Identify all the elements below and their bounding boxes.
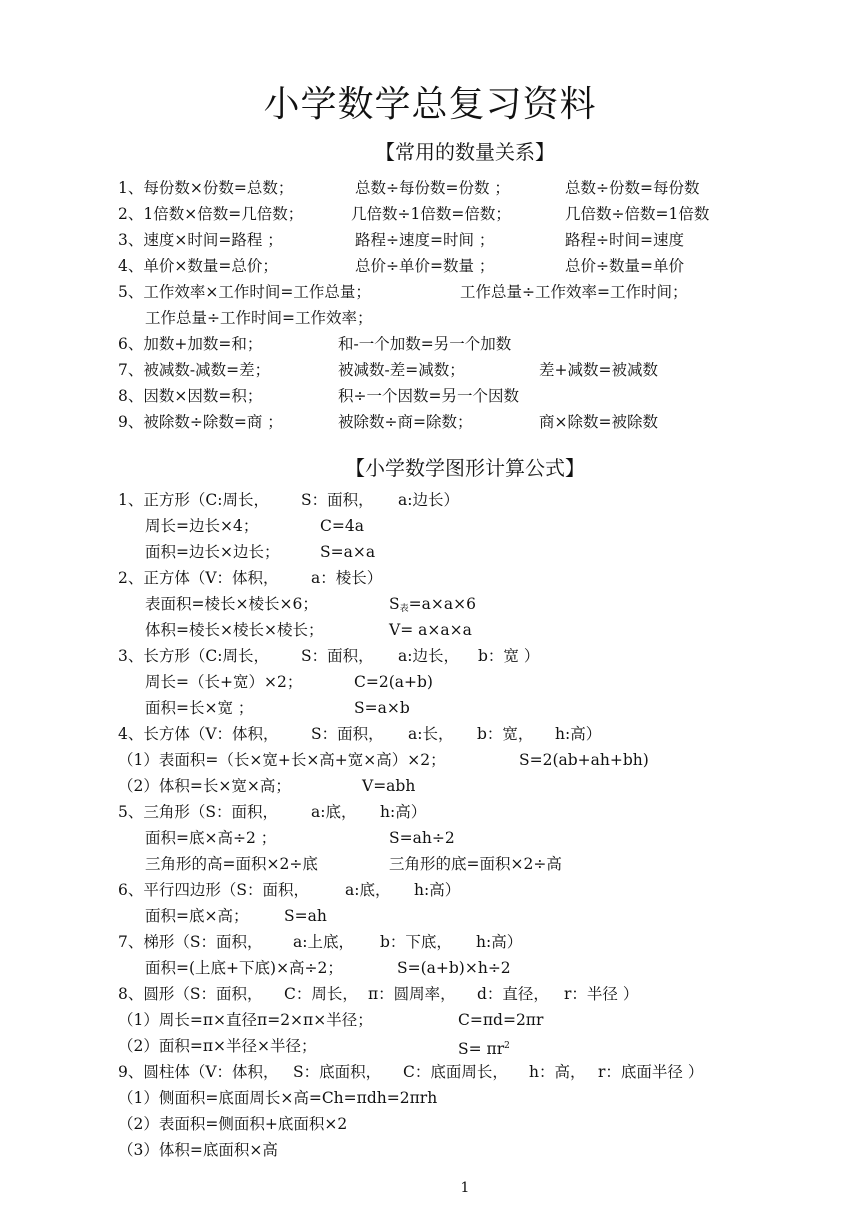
formula-text: π：圆周率， xyxy=(368,985,456,1003)
formula-text: S：面积， xyxy=(301,647,374,665)
formula-text: C=4a xyxy=(320,517,364,535)
relation-text: 6、加数+加数=和； xyxy=(118,335,263,353)
formula-text: 2、正方体（V：体积， xyxy=(118,569,279,587)
relation-text: 9、被除数÷除数=商 ； xyxy=(118,413,283,431)
formula-text: 三角形的底=面积×2÷高 xyxy=(389,855,562,873)
formula-text: S：面积， xyxy=(301,491,374,509)
formula-text: 面积=底×高÷2 ； xyxy=(145,829,277,847)
formula-text: 1、正方形（C:周长， xyxy=(118,491,269,509)
formula-text: a:长， xyxy=(408,725,454,743)
formula-text: （2）体积=长×宽×高； xyxy=(118,777,291,795)
formula-text: 面积=边长×边长； xyxy=(145,543,280,561)
formula-text: a：棱长） xyxy=(311,569,383,587)
formula-text: r：底面半径 ） xyxy=(598,1063,704,1081)
superscript-text: 2 xyxy=(504,1041,510,1051)
formula-text: 周长=（长+宽）×2； xyxy=(145,673,303,691)
formula-text: h:高） xyxy=(555,725,602,743)
formula-text: S：面积， xyxy=(311,725,384,743)
formula-text: 5、三角形（S：面积， xyxy=(118,803,278,821)
subscript-text: 表 xyxy=(399,604,409,614)
formula-text: 4、长方体（V：体积， xyxy=(118,725,279,743)
formula-text: a:上底， xyxy=(293,933,354,951)
formula-text: h:高） xyxy=(380,803,427,821)
relation-text: 和-一个加数=另一个加数 xyxy=(338,335,512,353)
formula-text: d：直径， xyxy=(477,985,549,1003)
formula-text: 6、平行四边形（S：面积， xyxy=(118,881,309,899)
relation-text: 积÷一个因数=另一个因数 xyxy=(338,387,519,405)
formula-text: 7、梯形（S：面积， xyxy=(118,933,263,951)
relation-text: 差+减数=被减数 xyxy=(539,361,658,379)
formula-text: 体积=棱长×棱长×棱长； xyxy=(145,621,324,639)
relation-text: 3、速度×时间=路程 ； xyxy=(118,231,283,249)
formula-text: V=abh xyxy=(362,777,416,795)
formula-text xyxy=(389,594,476,619)
formula-text: （1）表面积=（长×宽+长×高+宽×高）×2； xyxy=(118,751,446,769)
relation-text: 被减数-差=减数； xyxy=(338,361,465,379)
formula-text: h:高） xyxy=(414,881,461,899)
relation-text: 几倍数÷1倍数=倍数； xyxy=(351,205,511,223)
formula-text: 表面积=棱长×棱长×6； xyxy=(145,595,318,613)
formula-text: S=ah÷2 xyxy=(389,829,455,847)
formula-text: b：宽 ） xyxy=(478,647,540,665)
relation-text: 总价÷数量=单价 xyxy=(565,257,684,275)
formula-text: a:底， xyxy=(345,881,391,899)
formula-symbol: S= πr xyxy=(458,1040,505,1058)
formula-text: （1）侧面积=底面周长×高=Ch=πdh=2πrh xyxy=(118,1089,438,1107)
formula-text: b：宽， xyxy=(477,725,534,743)
formula-text: C=2(a+b) xyxy=(354,673,433,691)
page-number: 1 xyxy=(460,1180,470,1196)
section-heading-quantity-relations: 【常用的数量关系】 xyxy=(375,140,555,164)
relation-text: 总数÷份数=每份数 xyxy=(565,179,700,197)
relation-text: 工作总量÷工作效率=工作时间； xyxy=(460,283,688,301)
formula-symbol: =a×a×6 xyxy=(408,595,476,613)
relation-text: 被除数÷商=除数； xyxy=(338,413,473,431)
formula-text: 8、圆形（S：面积， xyxy=(118,985,263,1003)
formula-text: V= a×a×a xyxy=(389,621,472,639)
formula-text: 面积=底×高； xyxy=(145,907,249,925)
formula-text: 9、圆柱体（V：体积， xyxy=(118,1063,279,1081)
relation-text: 路程÷时间=速度 xyxy=(565,231,684,249)
formula-text: h:高） xyxy=(476,933,523,951)
formula-text: h：高， xyxy=(529,1063,586,1081)
formula-text: a:边长） xyxy=(398,491,459,509)
formula-text: 面积=(上底+下底)×高÷2； xyxy=(145,959,343,977)
formula-symbol: S xyxy=(389,595,400,613)
formula-text: C：底面周长， xyxy=(403,1063,508,1081)
formula-text: S=2(ab+ah+bh) xyxy=(519,751,649,769)
formula-text: S=ah xyxy=(284,907,327,925)
formula-text: b：下底， xyxy=(380,933,452,951)
formula-text: C=πd=2πr xyxy=(458,1011,544,1029)
relation-text: 4、单价×数量=总价； xyxy=(118,257,278,275)
formula-text: S：底面积， xyxy=(293,1063,382,1081)
document-title: 小学数学总复习资料 xyxy=(263,84,597,125)
formula-text: 三角形的高=面积×2÷底 xyxy=(145,855,318,873)
formula-text: S=a×b xyxy=(354,699,410,717)
relation-text: 2、1倍数×倍数=几倍数； xyxy=(118,205,304,223)
formula-text: （1）周长=π×直径π=2×π×半径； xyxy=(118,1011,373,1029)
relation-text: 路程÷速度=时间 ； xyxy=(355,231,495,249)
relation-text: 1、每份数×份数=总数； xyxy=(118,179,294,197)
formula-text: S=a×a xyxy=(320,543,376,561)
formula-text: a:边长， xyxy=(398,647,459,665)
formula-text: 周长=边长×4； xyxy=(145,517,259,535)
formula-text: （2）表面积=侧面积+底面积×2 xyxy=(118,1115,348,1133)
formula-text: C：周长， xyxy=(284,985,358,1003)
formula-text xyxy=(458,1036,510,1059)
formula-text: a:底， xyxy=(311,803,357,821)
relation-text: 5、工作效率×工作时间=工作总量； xyxy=(118,283,371,301)
relation-text: 总数÷每份数=份数 ； xyxy=(355,179,510,197)
formula-text: r：半径 ） xyxy=(564,985,639,1003)
relation-text: 总价÷单价=数量 ； xyxy=(355,257,495,275)
formula-text: （2）面积=π×半径×半径； xyxy=(118,1037,317,1055)
formula-text: （3）体积=底面积×高 xyxy=(118,1141,278,1159)
relation-text: 7、被减数-减数=差； xyxy=(118,361,271,379)
formula-text: S=(a+b)×h÷2 xyxy=(397,959,511,977)
relation-text: 商×除数=被除数 xyxy=(539,413,658,431)
formula-text: 面积=长×宽 ； xyxy=(145,699,254,717)
relation-text: 8、因数×因数=积； xyxy=(118,387,263,405)
relation-text: 工作总量÷工作时间=工作效率； xyxy=(145,309,373,327)
formula-text: 3、长方形（C:周长， xyxy=(118,647,269,665)
section-heading-geometry-formulas: 【小学数学图形计算公式】 xyxy=(345,456,585,480)
relation-text: 几倍数÷倍数=1倍数 xyxy=(565,205,710,223)
